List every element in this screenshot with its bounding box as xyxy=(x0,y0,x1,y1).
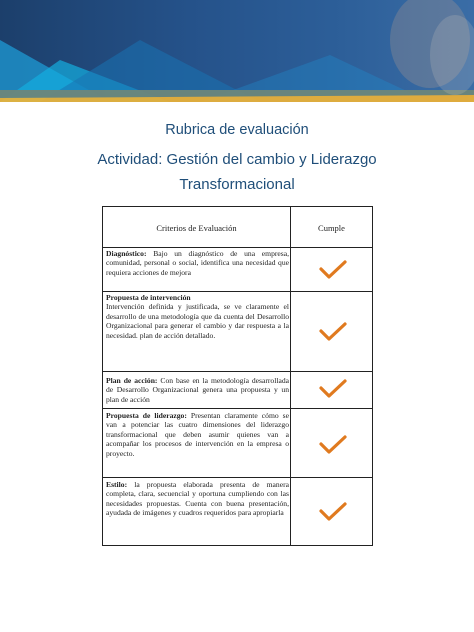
criteria-row xyxy=(106,376,289,404)
criteria-label: Propuesta de liderazgo: xyxy=(106,411,187,420)
criteria-row xyxy=(106,480,289,518)
criteria-label: Propuesta de intervención xyxy=(106,293,191,302)
banner-decoration xyxy=(0,0,474,102)
criteria-row xyxy=(106,293,289,340)
checkmark-icon xyxy=(318,260,348,280)
criteria-label: Estilo: xyxy=(106,480,128,489)
row-divider xyxy=(103,291,372,292)
checkmark-icon xyxy=(318,322,348,342)
row-divider xyxy=(103,247,372,248)
criteria-row xyxy=(106,411,289,458)
header-banner xyxy=(0,0,474,102)
header-status: Cumple xyxy=(318,223,345,233)
criteria-row xyxy=(106,249,289,277)
criteria-text: Con base en la metodología desarrollada de Desarrollo Organizacional genera una propuesta y un plan de acción xyxy=(106,376,289,404)
criteria-text: Presentan claramente cómo se van a potenciar las cuatro dimensiones del liderazgo transformacional que deben asumir quienes van a acompañar los procesos de intervención en la empresa o proyecto. xyxy=(106,411,289,458)
criteria-text: la propuesta elaborada presenta de manera completa, clara, secuencial y oportuna cumpliendo con las necesidades propuestas. Cuenta con buena presentación, ayudada de imágenes y cuadros requeridos para apropiarla xyxy=(106,480,289,518)
checkmark-icon xyxy=(318,435,348,455)
column-divider xyxy=(290,207,291,545)
criteria-text: Intervención definida y justificada, se ve claramente el desarrollo de una metodología que da cuenta del Desarrollo Organizacional para generar el cambio y dar respuesta a la necesidad. plan de acción detallado. xyxy=(106,302,289,340)
checkmark-icon xyxy=(318,502,348,522)
criteria-label: Plan de acción: xyxy=(106,376,158,385)
rubric-table xyxy=(102,206,373,546)
checkmark-icon xyxy=(318,379,348,399)
row-divider xyxy=(103,477,372,478)
criteria-text: Bajo un diagnóstico de una empresa, comunidad, personal o social, identifica una necesidad que requiera acciones de mejora xyxy=(106,249,289,277)
row-divider xyxy=(103,408,372,409)
page-title: Rubrica de evaluación xyxy=(165,122,309,138)
criteria-label: Diagnóstico: xyxy=(106,249,147,258)
row-divider xyxy=(103,371,372,372)
header-criteria: Criterios de Evaluación xyxy=(156,223,237,233)
activity-title-line2: Transformacional xyxy=(179,176,295,193)
activity-title-line1: Actividad: Gestión del cambio y Liderazgo xyxy=(97,151,377,168)
